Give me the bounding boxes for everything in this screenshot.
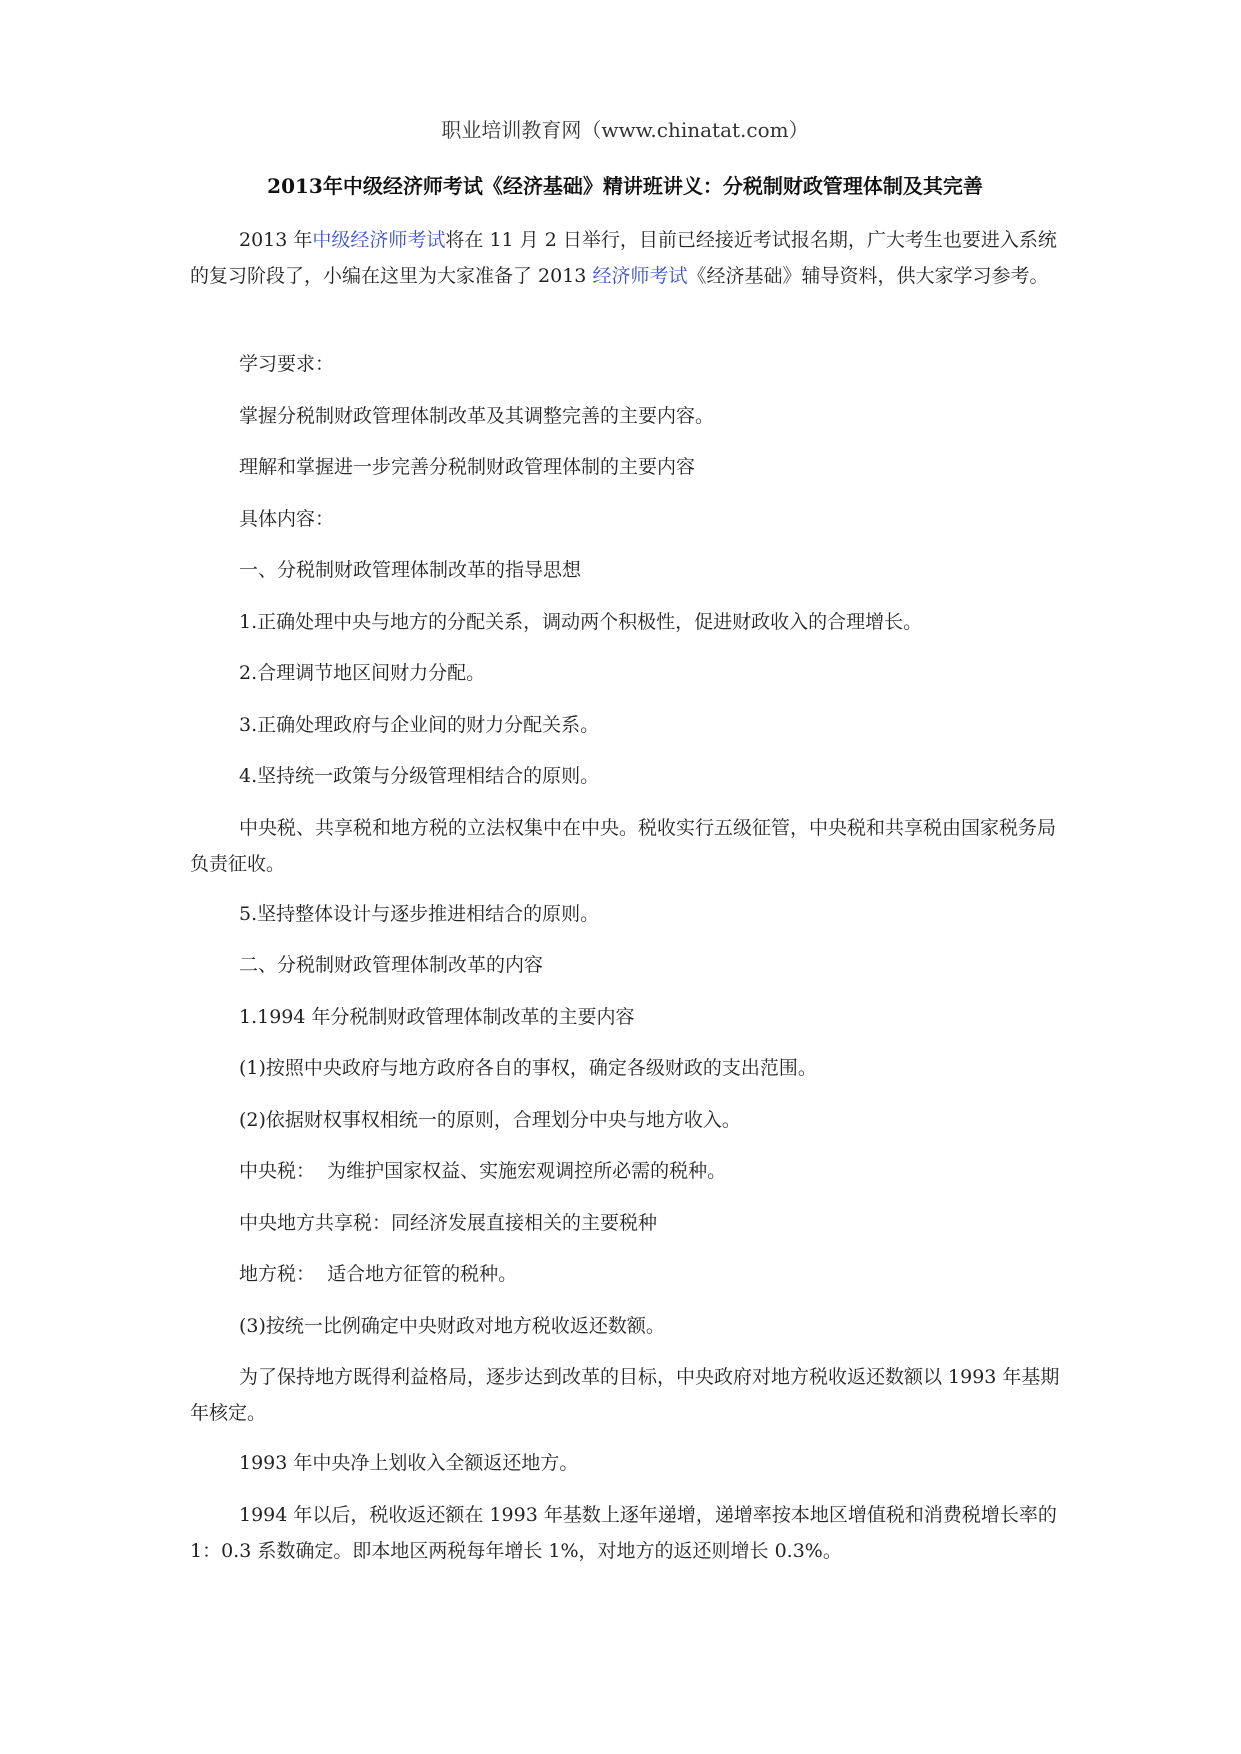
- section-heading-1: 一、分税制财政管理体制改革的指导思想: [239, 559, 582, 581]
- paragraph-growth-rate: 1994 年以后，税收返还额在 1993 年基数上逐年递增，递增率按本地区增值税和消费税增长率的 1：0.3 系数确定。即本地区两税每年增长 1%，对地方的返还则增长 0.3%。: [190, 1504, 1057, 1562]
- list-item-3: 3.正确处理政府与企业间的财力分配关系。: [239, 714, 600, 736]
- list-item-1: 1.正确处理中央与地方的分配关系，调动两个积极性，促进财政收入的合理增长。: [239, 611, 923, 633]
- sub-item-2: (2)依据财权事权相统一的原则，合理划分中央与地方收入。: [239, 1109, 741, 1131]
- intro-text-2: 将在 11 月 2 日举行，目前已经接近考试报名期，广大考生也要进入系统的复习阶段了，小编在这里为大家准备了 2013: [190, 229, 1057, 287]
- sub-heading-1994: 1.1994 年分税制财政管理体制改革的主要内容: [239, 1006, 635, 1028]
- section-heading-2: 二、分税制财政管理体制改革的内容: [239, 954, 544, 976]
- paragraph-content-label: 具体内容：: [239, 508, 335, 530]
- paragraph-understand: 理解和掌握进一步完善分税制财政管理体制的主要内容: [239, 456, 696, 478]
- list-item-5: 5.坚持整体设计与逐步推进相结合的原则。: [239, 903, 600, 925]
- site-header: 职业培训教育网（www.chinatat.com）: [441, 118, 809, 142]
- paragraph-legislation: 中央税、共享税和地方税的立法权集中在中央。税收实行五级征管，中央税和共享税由国家税务局负责征收。: [190, 817, 1057, 875]
- paragraph-base-year: 为了保持地方既得利益格局，逐步达到改革的目标，中央政府对地方税收返还数额以 1993 年基期年核定。: [190, 1366, 1060, 1424]
- document-title: 2013年中级经济师考试《经济基础》精讲班讲义：分税制财政管理体制及其完善: [267, 174, 983, 198]
- link-economist-exam-mid[interactable]: 中级经济师考试: [312, 229, 446, 251]
- local-tax: 地方税： 适合地方征管的税种。: [239, 1263, 518, 1285]
- paragraph-study-req: 学习要求：: [239, 353, 335, 375]
- sub-item-1: (1)按照中央政府与地方政府各自的事权，确定各级财政的支出范围。: [239, 1057, 817, 1079]
- intro-paragraph: [190, 222, 1060, 294]
- paragraph-1993-return: 1993 年中央净上划收入全额返还地方。: [239, 1452, 579, 1474]
- link-economist-exam[interactable]: 经济师考试: [592, 265, 688, 287]
- list-item-4: 4.坚持统一政策与分级管理相结合的原则。: [239, 765, 600, 787]
- intro-text-3: 《经济基础》辅导资料，供大家学习参考。: [687, 265, 1049, 287]
- sub-item-3: (3)按统一比例确定中央财政对地方税收返还数额。: [239, 1315, 665, 1337]
- list-item-2: 2.合理调节地区间财力分配。: [239, 662, 486, 684]
- paragraph-master: 掌握分税制财政管理体制改革及其调整完善的主要内容。: [239, 405, 715, 427]
- shared-tax: 中央地方共享税：同经济发展直接相关的主要税种: [239, 1212, 658, 1234]
- central-tax: 中央税： 为维护国家权益、实施宏观调控所必需的税种。: [239, 1160, 727, 1182]
- intro-text-1: 2013 年: [239, 229, 313, 251]
